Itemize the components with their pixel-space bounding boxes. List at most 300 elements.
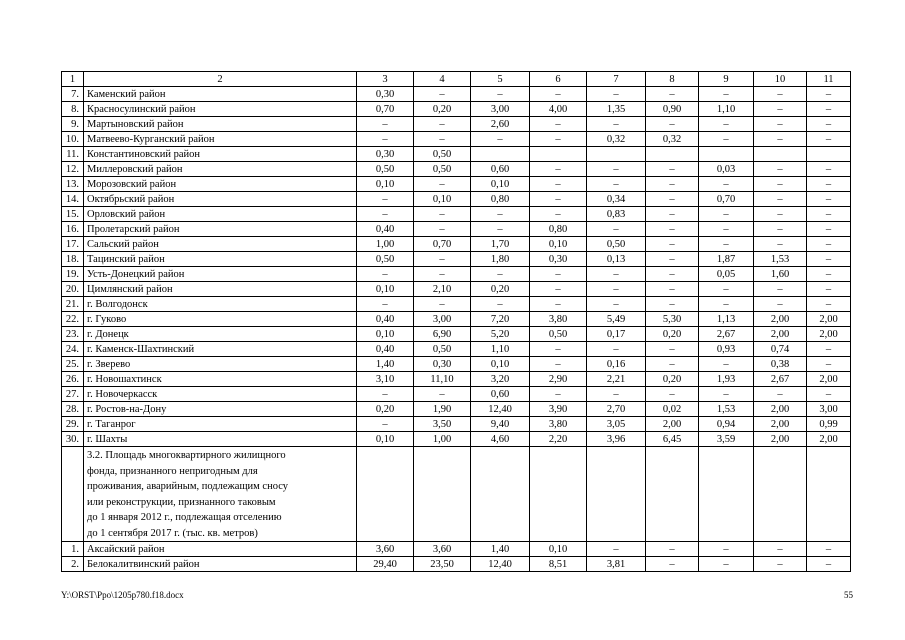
- value-cell: –: [807, 252, 851, 267]
- empty-cell: [646, 447, 699, 542]
- table-row: [62, 402, 851, 417]
- value-cell: 2,67: [699, 327, 754, 342]
- table-row: [62, 557, 851, 572]
- row-number: 29.: [62, 417, 84, 432]
- value-cell: –: [699, 207, 754, 222]
- value-cell: 0,10: [471, 177, 530, 192]
- value-cell: –: [754, 282, 807, 297]
- value-cell: 0,05: [699, 267, 754, 282]
- table-row: [62, 117, 851, 132]
- value-cell: –: [357, 267, 414, 282]
- value-cell: –: [699, 297, 754, 312]
- value-cell: 1,10: [471, 342, 530, 357]
- row-name: Октябрьский район: [84, 192, 357, 207]
- value-cell: –: [587, 542, 646, 557]
- value-cell: –: [357, 417, 414, 432]
- value-cell: 2,90: [530, 372, 587, 387]
- value-cell: 12,40: [471, 402, 530, 417]
- value-cell: –: [807, 542, 851, 557]
- value-cell: 3,00: [414, 312, 471, 327]
- table-row: [62, 102, 851, 117]
- value-cell: –: [754, 557, 807, 572]
- value-cell: 2,00: [754, 402, 807, 417]
- row-name: г. Волгодонск: [84, 297, 357, 312]
- value-cell: [807, 147, 851, 162]
- value-cell: 0,50: [414, 162, 471, 177]
- value-cell: –: [587, 267, 646, 282]
- value-cell: 9,40: [471, 417, 530, 432]
- value-cell: 11,10: [414, 372, 471, 387]
- table-row: [62, 237, 851, 252]
- value-cell: 0,40: [357, 342, 414, 357]
- table-row: [62, 417, 851, 432]
- value-cell: –: [587, 282, 646, 297]
- value-cell: 0,83: [587, 207, 646, 222]
- row-name: Сальский район: [84, 237, 357, 252]
- value-cell: –: [587, 387, 646, 402]
- value-cell: 1,70: [471, 237, 530, 252]
- value-cell: 0,16: [587, 357, 646, 372]
- value-cell: 1,80: [471, 252, 530, 267]
- value-cell: 0,10: [357, 282, 414, 297]
- value-cell: 1,40: [357, 357, 414, 372]
- value-cell: [699, 147, 754, 162]
- section-heading-line: 3.2. Площадь многоквартирного жилищного: [87, 450, 286, 461]
- row-number: 27.: [62, 387, 84, 402]
- value-cell: 4,60: [471, 432, 530, 447]
- value-cell: 0,10: [530, 237, 587, 252]
- row-number: 11.: [62, 147, 84, 162]
- table-row: [62, 297, 851, 312]
- value-cell: –: [754, 542, 807, 557]
- row-name: Белокалитвинский район: [84, 557, 357, 572]
- row-number: 17.: [62, 237, 84, 252]
- value-cell: 1,87: [699, 252, 754, 267]
- value-cell: 3,81: [587, 557, 646, 572]
- value-cell: 2,00: [754, 432, 807, 447]
- value-cell: –: [646, 357, 699, 372]
- value-cell: –: [646, 177, 699, 192]
- value-cell: 0,17: [587, 327, 646, 342]
- value-cell: –: [530, 342, 587, 357]
- value-cell: 5,30: [646, 312, 699, 327]
- value-cell: 2,60: [471, 117, 530, 132]
- value-cell: 3,20: [471, 372, 530, 387]
- value-cell: 2,70: [587, 402, 646, 417]
- row-name: Тацинский район: [84, 252, 357, 267]
- value-cell: 0,50: [587, 237, 646, 252]
- table-row: [62, 342, 851, 357]
- empty-cell: [807, 447, 851, 542]
- section-heading-line: до 1 сентября 2017 г. (тыс. кв. метров): [87, 527, 258, 539]
- value-cell: –: [587, 177, 646, 192]
- value-cell: –: [646, 117, 699, 132]
- value-cell: 1,13: [699, 312, 754, 327]
- value-cell: –: [807, 357, 851, 372]
- value-cell: 0,30: [414, 357, 471, 372]
- column-header: 8: [646, 72, 699, 87]
- value-cell: –: [754, 117, 807, 132]
- value-cell: 1,60: [754, 267, 807, 282]
- value-cell: –: [646, 557, 699, 572]
- value-cell: –: [357, 117, 414, 132]
- value-cell: 1,53: [754, 252, 807, 267]
- column-header: 2: [84, 72, 357, 87]
- row-name: г. Донецк: [84, 327, 357, 342]
- value-cell: [471, 147, 530, 162]
- header-row: [62, 72, 851, 87]
- value-cell: 0,10: [530, 542, 587, 557]
- row-name: Орловский район: [84, 207, 357, 222]
- value-cell: 6,45: [646, 432, 699, 447]
- row-number: 28.: [62, 402, 84, 417]
- column-header: 7: [587, 72, 646, 87]
- column-header: 11: [807, 72, 851, 87]
- value-cell: –: [530, 267, 587, 282]
- row-number: 20.: [62, 282, 84, 297]
- value-cell: –: [699, 222, 754, 237]
- value-cell: 8,51: [530, 557, 587, 572]
- row-number: 12.: [62, 162, 84, 177]
- table-row: [62, 267, 851, 282]
- row-name: г. Гуково: [84, 312, 357, 327]
- value-cell: 0,93: [699, 342, 754, 357]
- value-cell: –: [699, 177, 754, 192]
- empty-cell: [754, 447, 807, 542]
- value-cell: 0,38: [754, 357, 807, 372]
- table-row: [62, 357, 851, 372]
- value-cell: –: [471, 132, 530, 147]
- value-cell: –: [471, 87, 530, 102]
- value-cell: –: [646, 387, 699, 402]
- value-cell: [646, 147, 699, 162]
- value-cell: 2,00: [754, 327, 807, 342]
- value-cell: –: [699, 542, 754, 557]
- value-cell: 2,00: [807, 327, 851, 342]
- value-cell: –: [807, 222, 851, 237]
- value-cell: –: [699, 117, 754, 132]
- value-cell: –: [471, 297, 530, 312]
- value-cell: –: [414, 207, 471, 222]
- value-cell: –: [754, 207, 807, 222]
- empty-cell: [414, 447, 471, 542]
- value-cell: –: [807, 132, 851, 147]
- value-cell: 0,10: [471, 357, 530, 372]
- value-cell: 2,67: [754, 372, 807, 387]
- value-cell: –: [699, 357, 754, 372]
- value-cell: –: [357, 132, 414, 147]
- value-cell: –: [754, 132, 807, 147]
- value-cell: 2,00: [807, 432, 851, 447]
- empty-cell: [357, 447, 414, 542]
- row-number: 21.: [62, 297, 84, 312]
- value-cell: –: [587, 87, 646, 102]
- row-name: Матвеево-Курганский район: [84, 132, 357, 147]
- footer-file-path: Y:\ORST\Ppo\1205p780.f18.docx: [61, 590, 184, 600]
- value-cell: 1,35: [587, 102, 646, 117]
- value-cell: –: [646, 342, 699, 357]
- value-cell: –: [699, 237, 754, 252]
- value-cell: –: [471, 207, 530, 222]
- value-cell: 3,90: [530, 402, 587, 417]
- row-number: 1.: [62, 542, 84, 557]
- row-name: г. Ростов-на-Дону: [84, 402, 357, 417]
- value-cell: –: [471, 267, 530, 282]
- value-cell: –: [646, 297, 699, 312]
- table-row: [62, 327, 851, 342]
- value-cell: –: [807, 192, 851, 207]
- value-cell: 0,70: [699, 192, 754, 207]
- table-row: [62, 132, 851, 147]
- value-cell: 5,20: [471, 327, 530, 342]
- value-cell: –: [807, 237, 851, 252]
- value-cell: 0,50: [357, 162, 414, 177]
- value-cell: 3,96: [587, 432, 646, 447]
- empty-cell: [530, 447, 587, 542]
- value-cell: 0,10: [357, 177, 414, 192]
- value-cell: –: [646, 237, 699, 252]
- value-cell: –: [754, 192, 807, 207]
- value-cell: –: [587, 297, 646, 312]
- value-cell: 0,10: [357, 327, 414, 342]
- value-cell: –: [414, 222, 471, 237]
- value-cell: 2,21: [587, 372, 646, 387]
- row-name: г. Таганрог: [84, 417, 357, 432]
- value-cell: –: [587, 222, 646, 237]
- value-cell: 0,20: [357, 402, 414, 417]
- row-number: 10.: [62, 132, 84, 147]
- value-cell: 0,40: [357, 222, 414, 237]
- value-cell: –: [807, 297, 851, 312]
- value-cell: 0,32: [646, 132, 699, 147]
- table-row: [62, 207, 851, 222]
- row-name: Красносулинский район: [84, 102, 357, 117]
- table-row: [62, 387, 851, 402]
- row-name: Каменский район: [84, 87, 357, 102]
- value-cell: –: [699, 132, 754, 147]
- value-cell: 12,40: [471, 557, 530, 572]
- value-cell: 0,70: [414, 237, 471, 252]
- value-cell: –: [754, 87, 807, 102]
- value-cell: 0,90: [646, 102, 699, 117]
- column-header: 10: [754, 72, 807, 87]
- row-number: 26.: [62, 372, 84, 387]
- value-cell: –: [754, 162, 807, 177]
- value-cell: –: [807, 207, 851, 222]
- value-cell: 0,74: [754, 342, 807, 357]
- table-row: [62, 252, 851, 267]
- value-cell: –: [646, 222, 699, 237]
- value-cell: 3,60: [414, 542, 471, 557]
- value-cell: –: [646, 87, 699, 102]
- column-header: 4: [414, 72, 471, 87]
- value-cell: 0,30: [530, 252, 587, 267]
- value-cell: –: [530, 87, 587, 102]
- value-cell: –: [357, 387, 414, 402]
- value-cell: 0,10: [357, 432, 414, 447]
- value-cell: 0,50: [357, 252, 414, 267]
- value-cell: –: [646, 207, 699, 222]
- row-name: Аксайский район: [84, 542, 357, 557]
- value-cell: 1,93: [699, 372, 754, 387]
- section-heading: [84, 447, 357, 542]
- value-cell: –: [646, 282, 699, 297]
- value-cell: –: [807, 162, 851, 177]
- row-number: 8.: [62, 102, 84, 117]
- row-name: Миллеровский район: [84, 162, 357, 177]
- empty-cell: [699, 447, 754, 542]
- empty-cell: [471, 447, 530, 542]
- value-cell: –: [754, 387, 807, 402]
- table-row: [62, 282, 851, 297]
- value-cell: 3,05: [587, 417, 646, 432]
- column-header: 1: [62, 72, 84, 87]
- value-cell: –: [587, 342, 646, 357]
- table-row: [62, 432, 851, 447]
- value-cell: 0,60: [471, 387, 530, 402]
- value-cell: 0,80: [471, 192, 530, 207]
- table-row: [62, 542, 851, 557]
- value-cell: 0,13: [587, 252, 646, 267]
- table-row: [62, 192, 851, 207]
- value-cell: –: [530, 357, 587, 372]
- value-cell: 3,59: [699, 432, 754, 447]
- value-cell: –: [807, 117, 851, 132]
- footer-page-number: 55: [844, 590, 853, 600]
- value-cell: 0,80: [530, 222, 587, 237]
- value-cell: 2,00: [754, 417, 807, 432]
- row-number: 23.: [62, 327, 84, 342]
- value-cell: –: [646, 252, 699, 267]
- value-cell: 0,20: [414, 102, 471, 117]
- value-cell: 0,30: [357, 87, 414, 102]
- value-cell: –: [646, 192, 699, 207]
- value-cell: 0,99: [807, 417, 851, 432]
- value-cell: –: [807, 87, 851, 102]
- value-cell: 1,53: [699, 402, 754, 417]
- value-cell: –: [807, 267, 851, 282]
- value-cell: 6,90: [414, 327, 471, 342]
- value-cell: –: [807, 282, 851, 297]
- value-cell: 3,60: [357, 542, 414, 557]
- value-cell: 2,20: [530, 432, 587, 447]
- table-row: [62, 162, 851, 177]
- value-cell: 1,40: [471, 542, 530, 557]
- row-name: Пролетарский район: [84, 222, 357, 237]
- value-cell: –: [530, 387, 587, 402]
- value-cell: –: [699, 557, 754, 572]
- value-cell: –: [530, 132, 587, 147]
- value-cell: 0,94: [699, 417, 754, 432]
- row-name: г. Каменск-Шахтинский: [84, 342, 357, 357]
- value-cell: 1,00: [357, 237, 414, 252]
- value-cell: 2,00: [646, 417, 699, 432]
- table-row: [62, 87, 851, 102]
- value-cell: –: [414, 267, 471, 282]
- value-cell: 0,60: [471, 162, 530, 177]
- value-cell: 3,00: [471, 102, 530, 117]
- section-heading-row: [62, 447, 851, 542]
- value-cell: 29,40: [357, 557, 414, 572]
- value-cell: –: [699, 87, 754, 102]
- column-header: 3: [357, 72, 414, 87]
- value-cell: –: [471, 222, 530, 237]
- value-cell: –: [530, 117, 587, 132]
- value-cell: 2,00: [754, 312, 807, 327]
- value-cell: –: [357, 207, 414, 222]
- value-cell: –: [699, 282, 754, 297]
- row-number: 13.: [62, 177, 84, 192]
- value-cell: 3,00: [807, 402, 851, 417]
- value-cell: 0,70: [357, 102, 414, 117]
- section-heading-line: фонда, признанного непригодным для: [87, 465, 258, 477]
- row-number: 15.: [62, 207, 84, 222]
- value-cell: [754, 147, 807, 162]
- value-cell: –: [414, 87, 471, 102]
- row-number: 14.: [62, 192, 84, 207]
- value-cell: –: [754, 222, 807, 237]
- value-cell: –: [754, 102, 807, 117]
- table-row: [62, 222, 851, 237]
- value-cell: 0,20: [471, 282, 530, 297]
- row-name: Мартыновский район: [84, 117, 357, 132]
- value-cell: –: [646, 542, 699, 557]
- row-name: Цимлянский район: [84, 282, 357, 297]
- value-cell: –: [754, 237, 807, 252]
- value-cell: –: [414, 177, 471, 192]
- value-cell: –: [357, 297, 414, 312]
- table-row: [62, 312, 851, 327]
- row-name: г. Новошахтинск: [84, 372, 357, 387]
- row-number: 7.: [62, 87, 84, 102]
- row-name: Усть-Донецкий район: [84, 267, 357, 282]
- value-cell: –: [530, 177, 587, 192]
- value-cell: 0,32: [587, 132, 646, 147]
- value-cell: 0,20: [646, 372, 699, 387]
- row-name: г. Зверево: [84, 357, 357, 372]
- section-heading-line: до 1 января 2012 г., подлежащая отселению: [87, 512, 282, 523]
- value-cell: –: [530, 192, 587, 207]
- value-cell: 2,00: [807, 312, 851, 327]
- value-cell: 23,50: [414, 557, 471, 572]
- value-cell: –: [807, 557, 851, 572]
- row-name: г. Шахты: [84, 432, 357, 447]
- value-cell: –: [414, 117, 471, 132]
- value-cell: 2,00: [807, 372, 851, 387]
- table-row: [62, 177, 851, 192]
- value-cell: –: [807, 102, 851, 117]
- value-cell: –: [646, 162, 699, 177]
- value-cell: –: [414, 387, 471, 402]
- table-body: [62, 72, 851, 572]
- value-cell: 0,03: [699, 162, 754, 177]
- value-cell: –: [754, 297, 807, 312]
- row-number: 30.: [62, 432, 84, 447]
- row-number: 22.: [62, 312, 84, 327]
- value-cell: 7,20: [471, 312, 530, 327]
- empty-cell: [587, 447, 646, 542]
- value-cell: 0,02: [646, 402, 699, 417]
- value-cell: 0,40: [357, 312, 414, 327]
- row-number: 24.: [62, 342, 84, 357]
- value-cell: 3,50: [414, 417, 471, 432]
- row-number: 19.: [62, 267, 84, 282]
- value-cell: 0,50: [414, 342, 471, 357]
- table-row: [62, 147, 851, 162]
- row-number: 9.: [62, 117, 84, 132]
- value-cell: 4,00: [530, 102, 587, 117]
- value-cell: –: [699, 387, 754, 402]
